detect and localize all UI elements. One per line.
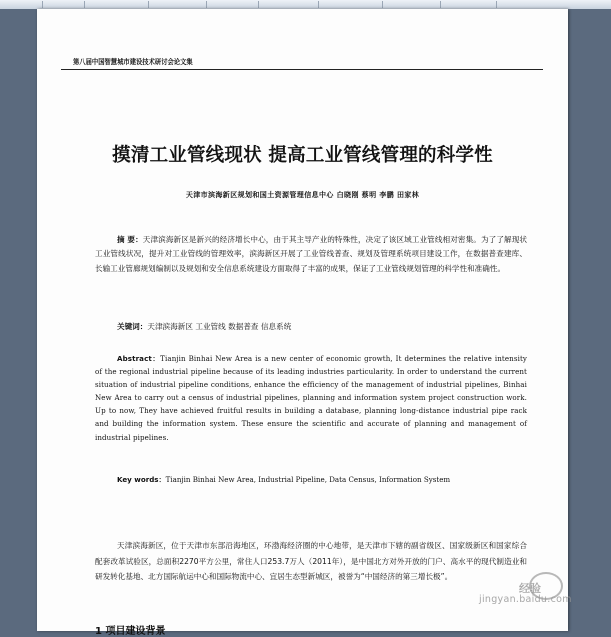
keywords-en-text: Tianjin Binhai New Area, Industrial Pipeline, Data Census, Information System xyxy=(165,475,451,484)
abstract-cn-label: 摘 要： xyxy=(117,235,143,244)
toolbar-separator xyxy=(440,1,441,8)
toolbar-separator xyxy=(148,1,149,8)
toolbar-separator xyxy=(206,1,207,8)
header-rule xyxy=(61,69,543,70)
keywords-en xyxy=(117,475,450,485)
keywords-cn-label: 关键词： xyxy=(117,322,148,331)
section-heading: 1 项目建设背景 xyxy=(95,626,166,637)
paper-authors: 天津市滨海新区规划和国土资源管理信息中心 白晓刚 蔡明 李鹏 田家林 xyxy=(185,191,420,199)
toolbar-separator xyxy=(258,1,259,8)
running-header: 第八届中国智慧城市建设技术研讨会论文集 xyxy=(73,58,193,66)
abstract-cn-text: 天津滨海新区是新兴的经济增长中心，由于其主导产业的特殊性，决定了该区域工业管线相对密集。为了了解现状工业管线状况，提升对工业管线的管理效率，滨海新区开展了工业管线普查、规划及管理系统项目建设工作，在数据普查建库、长输工业管廊规划编制以及规划和安全信息系统建设方面取得了丰富的成果，保证了工业管线规划管理的科学性和准确性。 xyxy=(95,235,527,273)
toolbar-separator xyxy=(42,1,43,8)
abstract-cn xyxy=(95,233,527,276)
abstract-en-text: Tianjin Binhai New Area is a new center of economic growth, It determines the relative intensity of the regional industrial pipeline because of its leading industries particularity. In order to understand the current situation of industrial pipeline conditions, enhance the efficiency of the management of industrial pipelines, Binhai New Area to carry out a census of industrial pipelines, planning and information system project construction work. Up to now, They have achieved fruitful results in building a database, planning long-distance industrial pipe rack and building the information system. These ensure the scientific and accurate of planning and management of industrial pipelines. xyxy=(95,354,528,442)
document-page[interactable] xyxy=(37,9,568,637)
keywords-en-label: Key words： xyxy=(117,475,166,484)
toolbar-separator xyxy=(382,1,383,8)
abstract-en xyxy=(95,352,527,444)
toolbar-separator xyxy=(84,1,85,8)
viewer-toolbar xyxy=(0,0,611,9)
watermark-cn: 经验 xyxy=(519,582,541,595)
abstract-en-label: Abstract： xyxy=(117,354,161,363)
toolbar-separator xyxy=(496,1,497,8)
keywords-cn xyxy=(117,321,291,332)
paper-title: 摸清工业管线现状 提高工业管线管理的科学性 xyxy=(112,145,493,166)
toolbar-separator xyxy=(318,1,319,8)
watermark-text: jingyan.baidu.com xyxy=(479,594,572,605)
body-paragraph: 天津滨海新区，位于天津市东部沿海地区，环渤海经济圈的中心地带，是天津市下辖的副省级区、国家级新区和国家综合配套改革试验区，总面积2270平方公里，常住人口253.7万人（2011年），是中国北方对外开放的门户、高水平的现代制造业和研发转化基地、北方国际航运中心和国际物流中心、宜居生态型新城区，被誉为“中国经济的第三增长极”。 xyxy=(95,541,527,582)
keywords-cn-text: 天津滨海新区 工业管线 数据普查 信息系统 xyxy=(147,322,292,331)
